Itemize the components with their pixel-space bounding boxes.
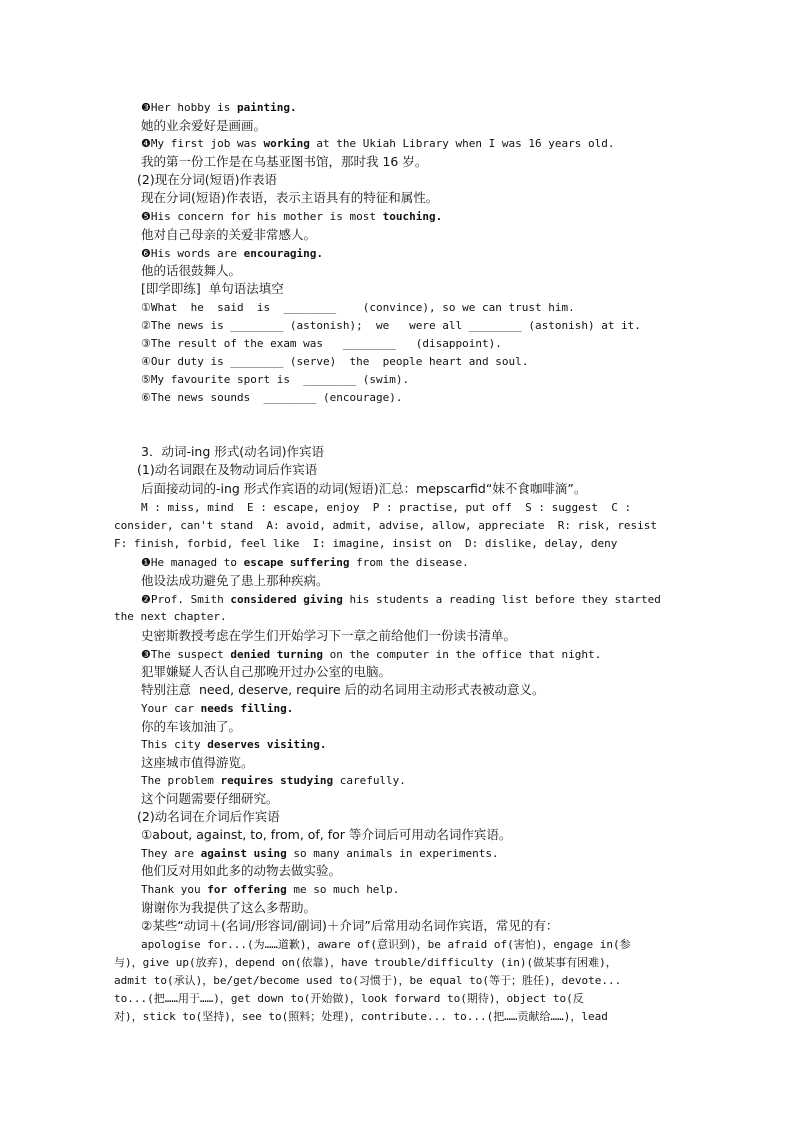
text-line <box>141 135 614 152</box>
text-line <box>141 772 406 789</box>
text-line <box>141 189 438 206</box>
bold-phrase: considered giving <box>230 593 343 606</box>
text-line <box>141 899 316 916</box>
text-run: ❺His concern for his mother is most <box>141 210 383 223</box>
text-run: his students a reading list before they started <box>342 593 661 606</box>
bold-phrase: escape suffering <box>243 556 350 569</box>
text-run: carefully. <box>333 774 406 787</box>
text-line <box>141 262 241 279</box>
text-line <box>137 808 280 825</box>
text-line <box>141 443 324 460</box>
text-line <box>114 535 617 552</box>
text-run: ❶He managed to <box>141 556 244 569</box>
text-line <box>141 572 329 589</box>
text-run: 3．动词-ing 形式(动名词)作宾语 <box>141 444 325 459</box>
text-run: apologise for...(为……道歉)，aware of(意识到)，be afraid of(害怕)，engage in(参 <box>141 938 631 951</box>
text-run: (2)动名词在介词后作宾语 <box>137 809 280 824</box>
text-line <box>141 917 558 934</box>
text-run: at the Ukiah Library when I was 16 years old. <box>309 137 615 150</box>
bold-phrase: deserves visiting. <box>207 738 327 751</box>
text-line <box>137 461 317 478</box>
text-run: ❷Prof. Smith <box>141 593 231 606</box>
text-line <box>141 754 254 771</box>
text-line <box>137 171 277 188</box>
text-run: the next chapter. <box>114 610 227 623</box>
text-run: This city <box>141 738 208 751</box>
text-line <box>141 480 586 497</box>
text-line <box>141 371 409 388</box>
text-run: ❸The suspect <box>141 648 231 661</box>
text-run: The problem <box>141 774 221 787</box>
bold-phrase: touching. <box>382 210 443 223</box>
text-run: ❻His words are <box>141 247 244 260</box>
text-run: 特别注意 need, deserve, require 后的动名词用主动形式表被动意义。 <box>141 682 545 697</box>
text-run: so many animals in experiments. <box>286 847 499 860</box>
text-run: 他对自己母亲的关爱非常感人。 <box>141 227 317 242</box>
text-line <box>141 881 399 898</box>
text-run: 对)，stick to(坚持)，see to(照料；处理)，contribute... to...(把……贡献给……)，lead <box>114 1010 608 1023</box>
text-run: 犯罪嫌疑人否认自己那晚开过办公室的电脑。 <box>141 664 392 679</box>
text-run: [即学即练] 单句语法填空 <box>141 281 284 296</box>
text-run: 她的业余爱好是画画。 <box>141 118 267 133</box>
text-line <box>114 972 621 989</box>
text-line <box>141 317 641 334</box>
text-run: ①about, against, to, from, of, for 等介词后可用动名词作宾语。 <box>141 827 512 842</box>
text-run: 他们反对用如此多的动物去做实验。 <box>141 863 342 878</box>
text-line <box>141 353 528 370</box>
text-run: ②某些“动词＋(名词/形容词/副词)＋介词”后常用动名词作宾语，常见的有： <box>141 918 559 933</box>
text-run: M : miss, mind E : escape, enjoy P : practise, put off S : suggest C : <box>141 501 632 514</box>
text-run: Thank you <box>141 883 208 896</box>
text-line <box>141 499 631 516</box>
text-line <box>141 280 284 297</box>
text-line <box>141 245 323 262</box>
bold-phrase: needs filling. <box>200 702 294 715</box>
text-run: 你的车该加油了。 <box>141 719 242 734</box>
text-line <box>141 299 575 316</box>
text-line <box>141 208 442 225</box>
text-run: 现在分词(短语)作表语，表示主语具有的特征和属性。 <box>141 190 439 205</box>
text-line <box>141 335 502 352</box>
text-line <box>114 954 617 971</box>
text-line <box>141 226 316 243</box>
text-run: 他设法成功避免了患上那种疾病。 <box>141 573 329 588</box>
text-run: consider, can't stand A: avoid, admit, advise, allow, appreciate R: risk, resist <box>114 519 658 532</box>
text-run: admit to(承认)，be/get/become used to(习惯于)，be equal to(等于；胜任)，devote... <box>114 974 622 987</box>
text-line <box>141 936 631 953</box>
text-run: ①What he said is ________ (convince), so we can trust him. <box>141 301 575 314</box>
text-run: 后面接动词的-ing 形式作宾语的动词(短语)汇总：mepscarfid“妹不食咖啡滴”。 <box>141 481 587 496</box>
text-line <box>141 663 391 680</box>
text-line <box>141 389 403 406</box>
text-line <box>141 591 661 608</box>
text-line <box>114 608 227 625</box>
text-run: (1)动名词跟在及物动词后作宾语 <box>137 462 318 477</box>
text-run: ②The news is ________ (astonish); we were all ________ (astonish) at it. <box>141 319 641 332</box>
text-run: (2)现在分词(短语)作表语 <box>137 172 277 187</box>
text-line <box>141 554 469 571</box>
text-run: Your car <box>141 702 201 715</box>
text-run: ❸Her hobby is <box>141 101 237 114</box>
text-line <box>141 862 341 879</box>
bold-phrase: working <box>263 137 310 150</box>
text-run: 这个问题需要仔细研究。 <box>141 791 279 806</box>
text-line <box>141 826 511 843</box>
text-run: ❹My first job was <box>141 137 264 150</box>
text-line <box>141 153 427 170</box>
bold-phrase: requires studying <box>220 774 334 787</box>
text-run: ④Our duty is ________ (serve) the people heart and soul. <box>141 355 529 368</box>
text-run: ⑥The news sounds ________ (encourage). <box>141 391 403 404</box>
text-line <box>114 1008 608 1025</box>
bold-phrase: for offering <box>207 883 287 896</box>
text-line <box>141 718 241 735</box>
bold-phrase: denied turning <box>230 648 324 661</box>
text-run: ③The result of the exam was ________ (disappoint). <box>141 337 502 350</box>
text-line <box>141 736 326 753</box>
text-line <box>141 845 499 862</box>
text-run: on the computer in the office that night. <box>323 648 602 661</box>
text-run: They are <box>141 847 201 860</box>
text-run: from the disease. <box>349 556 469 569</box>
text-line <box>141 681 545 698</box>
text-run: 谢谢你为我提供了这么多帮助。 <box>141 900 317 915</box>
text-run: ⑤My favourite sport is ________ (swim). <box>141 373 410 386</box>
text-line <box>141 117 266 134</box>
text-line <box>141 790 279 807</box>
text-run: 他的话很鼓舞人。 <box>141 263 242 278</box>
text-run: 我的第一份工作是在乌基亚图书馆，那时我 16 岁。 <box>141 154 428 169</box>
bold-phrase: encouraging. <box>243 247 324 260</box>
text-run: 史密斯教授考虑在学生们开始学习下一章之前给他们一份读书清单。 <box>141 628 517 643</box>
text-line <box>114 990 584 1007</box>
bold-phrase: painting. <box>236 101 297 114</box>
text-run: to...(把……用于……)，get down to(开始做)，look forward to(期待)，object to(反 <box>114 992 584 1005</box>
bold-phrase: against using <box>200 847 287 860</box>
text-run: 与)，give up(放弃)，depend on(依靠)，have trouble/difficulty (in)(做某事有困难)， <box>114 956 617 969</box>
text-line <box>114 517 657 534</box>
text-line <box>141 700 293 717</box>
text-run: me so much help. <box>286 883 400 896</box>
text-line <box>141 99 297 116</box>
text-run: 这座城市值得游览。 <box>141 755 254 770</box>
text-line <box>141 646 601 663</box>
text-line <box>141 627 516 644</box>
text-run: F: finish, forbid, feel like I: imagine, insist on D: dislike, delay, deny <box>114 537 618 550</box>
